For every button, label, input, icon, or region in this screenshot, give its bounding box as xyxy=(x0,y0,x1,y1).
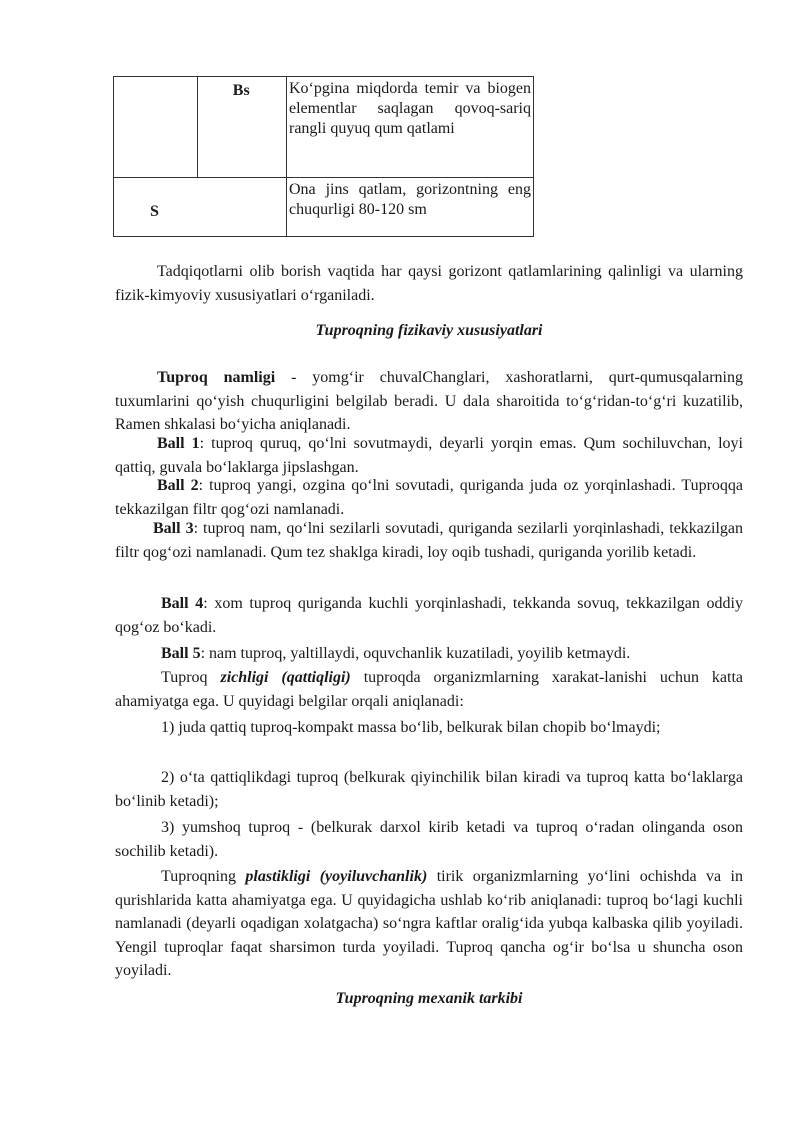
plasticity-paragraph: Tuproqning plastikligi (yoyiluvchanlik) tirik organizmlarning yo‘lini ochishda va in qurishlarida katta ahamiyatga ega. U quyidagicha ushlab ko‘rib aniqlanadi: tuproq bo‘lagi kuchli namlanadi (deyarli oqadigan xolatgacha) so‘ngra kaftlar oralig‘ida yubqa kalbaska qilib yoyiladi. Yengil tuproqlar faqat sharsimon turda yoyiladi. Tuproq qancha og‘ir bo‘lsa u shuncha oson yoyiladi. xyxy=(115,868,743,979)
density-paragraph: Tuproq zichligi (qattiqligi) tuproqda organizmlarning xarakat-lanishi uchun katta ahamiyatga ega. U quyidagi belgilar orqali aniqlanadi: xyxy=(115,669,744,710)
ball-3-paragraph: Ball 3: tuproq nam, qo‘lni sezilarli sovutadi, quriganda sezilarli yorqinlashadi, tekkazilgan filtr qog‘ozi namlanadi. Qum tez shaklga kiradi, loy oqib tushadi, quriganda yorilib ketadi. xyxy=(115,520,744,561)
density-item-2: 2) o‘ta qattiqlikdagi tuproq (belkurak qiyinchilik bilan kiradi va tuproq katta bo‘laklarga bo‘linib ketadi); xyxy=(115,769,743,810)
table-cell-code xyxy=(114,178,287,237)
ball-4-paragraph: Ball 4: xom tuproq quriganda kuchli yorqinlashadi, tekkanda sovuq, tekkazilgan oddiy qog‘oz bo‘kadi. xyxy=(115,595,744,636)
density-term: zichligi (qattiqligi) xyxy=(220,669,351,686)
density-item-3: 3) yumshoq tuproq - (belkurak darxol kirib ketadi va tuproq o‘radan olinganda oson sochilib ketadi). xyxy=(115,819,743,860)
table-cell-description xyxy=(287,178,534,237)
section-heading: Tuproqning mexanik tarkibi xyxy=(335,990,523,1007)
table-cell-description xyxy=(287,77,534,178)
horizon-description: Ko‘pgina miqdorda temir va biogen elementlar saqlagan qovoq-sariq rangli quyuq qum qatlami xyxy=(289,80,531,137)
table-cell-empty xyxy=(114,77,198,178)
table-cell-code xyxy=(198,77,287,178)
moisture-paragraph: Tuproq namligi - yomg‘ir chuvalChanglari, xashoratlarni, qurt-qumusqalarning tuxumlarini qo‘yish chuqurligini belgilab beradi. U dala sharoitida to‘g‘ridan-to‘g‘ri kuzatilib, Ramen shkalasi bo‘yicha aniqlanadi. xyxy=(115,369,743,433)
horizon-code: S xyxy=(150,203,159,220)
moisture-term: Tuproq namligi xyxy=(157,369,276,386)
ball-1-paragraph: Ball 1: tuproq quruq, qo‘lni sovutmaydi, deyarli yorqin emas. Qum sochiluvchan, loyi qattiq, guvala bo‘laklarga jipslashgan. xyxy=(115,435,744,476)
ball-5-paragraph: Ball 5: nam tuproq, yaltillaydi, oquvchanlik kuzatiladi, yoyilib ketmaydi. xyxy=(161,645,631,662)
ball-2-paragraph: Ball 2: tuproq yangi, ozgina qo‘lni sovutadi, quriganda juda oz yorqinlashadi. Tuproqqa tekkazilgan filtr qog‘ozi namlanadi. xyxy=(115,477,743,518)
table-row xyxy=(114,77,534,178)
plasticity-term: plastikligi (yoyiluvchanlik) xyxy=(245,868,428,885)
section-heading: Tuproqning fizikaviy xususiyatlari xyxy=(315,322,543,339)
horizon-code: Bs xyxy=(232,82,250,99)
density-item-1: 1) juda qattiq tuproq-kompakt massa bo‘lib, belkurak bilan chopib bo‘lmaydi; xyxy=(161,719,661,736)
horizon-description: Ona jins qatlam, gorizontning eng chuqurligi 80-120 sm xyxy=(289,181,531,218)
intro-paragraph: Tadqiqotlarni olib borish vaqtida har qaysi gorizont qatlamlarining qalinligi va ularning fizik-kimyoviy xususiyatlari o‘rganiladi. xyxy=(115,263,743,304)
table-row xyxy=(114,178,534,237)
horizon-table xyxy=(113,76,534,237)
